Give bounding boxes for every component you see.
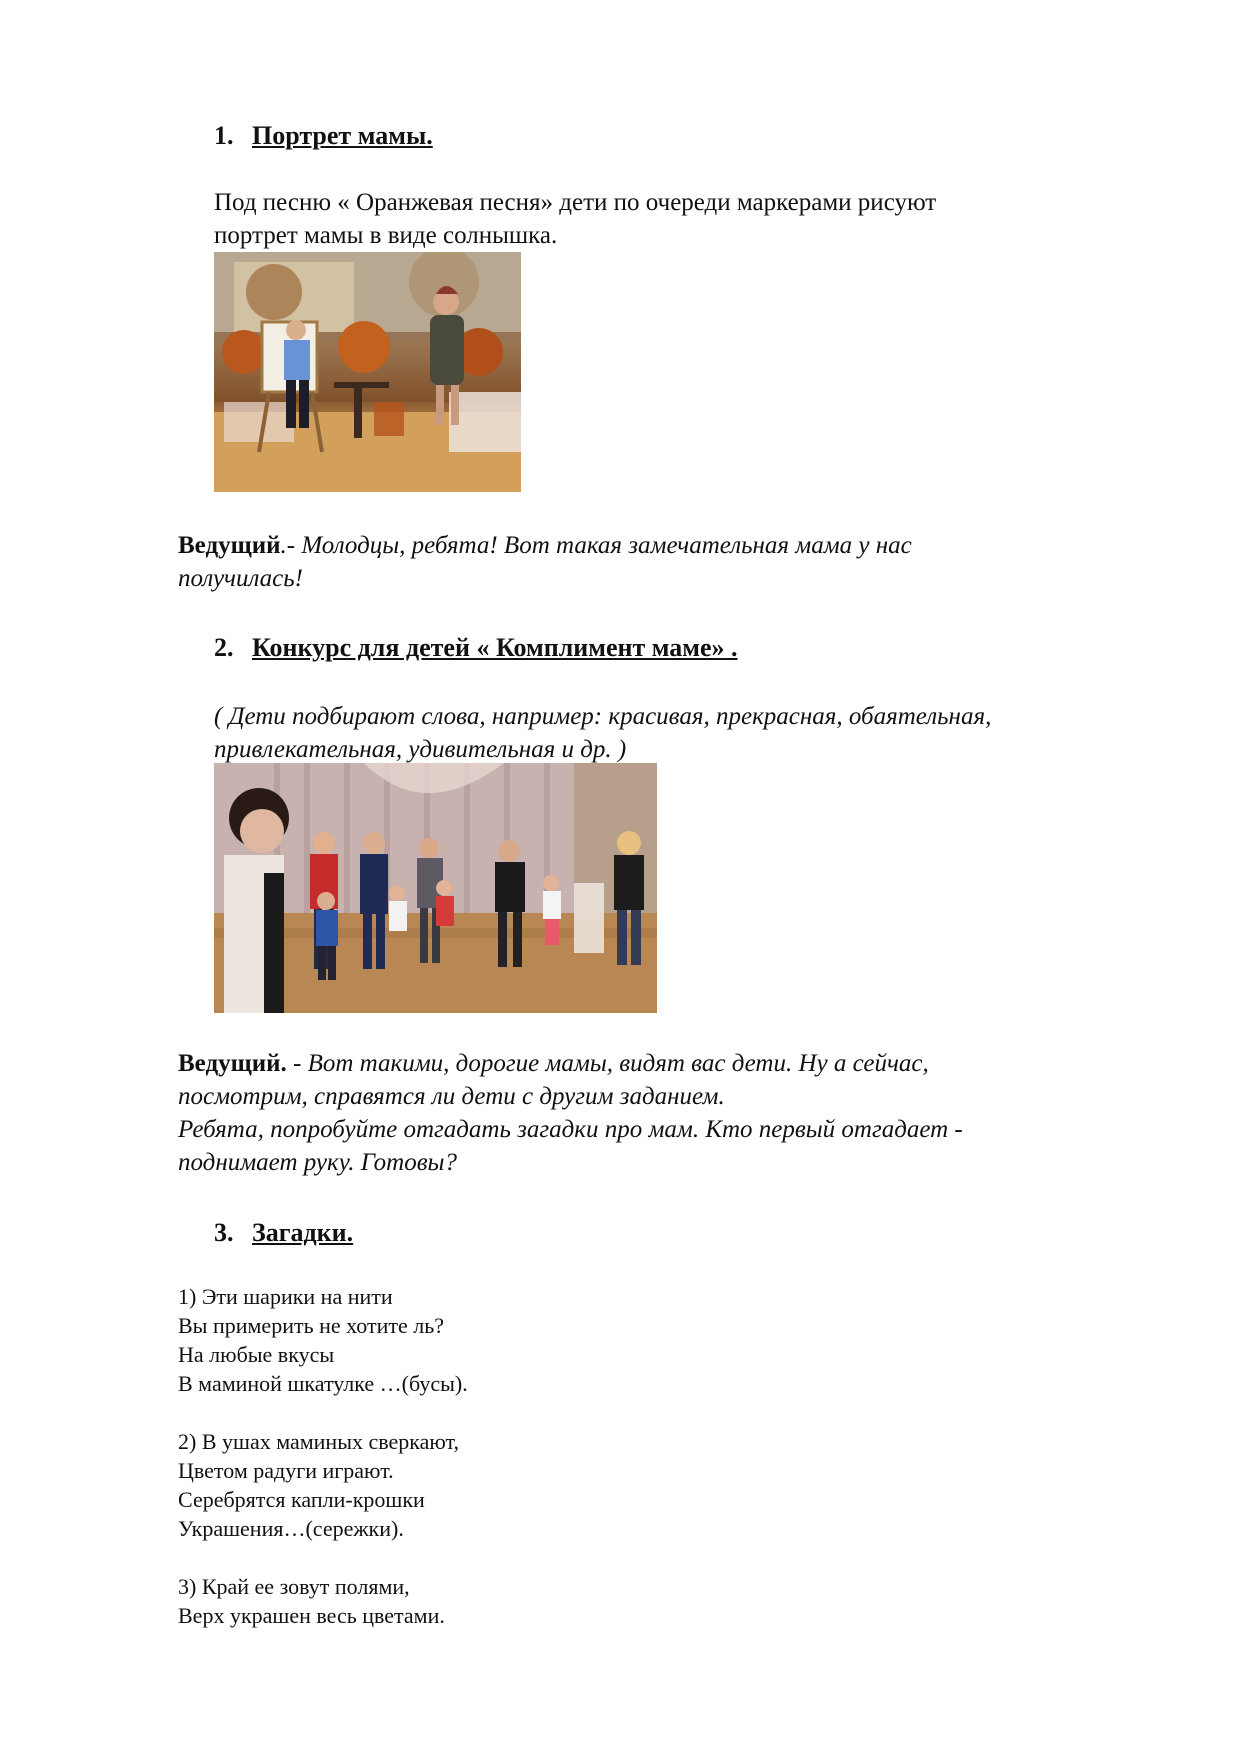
section-3-number: 3. xyxy=(214,1218,234,1247)
speaker-label: Ведущий xyxy=(178,532,281,559)
section-2-text-line: ( Дети подбирают слова, например: красивая, прекрасная, обаятельная, xyxy=(214,703,992,730)
host-remark-1 xyxy=(178,529,912,595)
riddle-2 xyxy=(178,1427,459,1543)
section-2-title: Конкурс для детей « Комплимент маме» . xyxy=(252,633,738,662)
riddle-line: Вы примерить не хотите ль? xyxy=(178,1313,445,1338)
riddle-line: Цветом радуги играют. xyxy=(178,1458,394,1483)
riddle-line: 3) Край ее зовут полями, xyxy=(178,1574,410,1599)
riddle-line: Украшения…(сережки). xyxy=(178,1516,404,1541)
section-1-text-line: портрет мамы в виде солнышка. xyxy=(214,222,558,249)
riddle-line: В маминой шкатулке …(бусы). xyxy=(178,1371,468,1396)
host-remark-line: .- Молодцы, ребята! Вот такая замечательная мама у нас xyxy=(280,532,912,559)
photo-mothers-and-children xyxy=(214,763,657,1013)
host-remark-line: получилась! xyxy=(178,565,303,592)
section-2-text-line: привлекательная, удивительная и др. ) xyxy=(214,736,627,763)
host-remark-2 xyxy=(178,1047,963,1179)
riddle-line: Верх украшен весь цветами. xyxy=(178,1603,445,1628)
riddle-line: Серебрятся капли-крошки xyxy=(178,1487,425,1512)
photo-child-drawing-illustration xyxy=(214,252,521,492)
section-1-title: Портрет мамы. xyxy=(252,121,433,150)
section-2-heading xyxy=(214,632,738,664)
section-1-number: 1. xyxy=(214,121,234,150)
section-2-number: 2. xyxy=(214,633,234,662)
host-remark-line: - Вот такими, дорогие мамы, видят вас дети. Ну а сейчас, xyxy=(286,1050,929,1077)
photo-mothers-and-children-illustration xyxy=(214,763,657,1013)
host-remark-line: посмотрим, справятся ли дети с другим заданием. xyxy=(178,1083,725,1110)
section-3-heading xyxy=(214,1217,353,1249)
riddle-1 xyxy=(178,1282,468,1398)
riddle-line: 2) В ушах маминых сверкают, xyxy=(178,1429,460,1454)
speaker-label: Ведущий. xyxy=(178,1050,287,1077)
section-2-text xyxy=(214,700,991,766)
riddle-line: 1) Эти шарики на нити xyxy=(178,1284,393,1309)
host-remark-line: Ребята, попробуйте отгадать загадки про мам. Кто первый отгадает - xyxy=(178,1116,963,1143)
section-1-heading xyxy=(214,120,433,152)
section-1-text xyxy=(214,186,936,252)
section-1-text-line: Под песню « Оранжевая песня» дети по очереди маркерами рисуют xyxy=(214,189,937,216)
photo-child-drawing xyxy=(214,252,521,492)
riddle-line: На любые вкусы xyxy=(178,1342,335,1367)
host-remark-line: поднимает руку. Готовы? xyxy=(178,1149,457,1176)
section-3-title: Загадки. xyxy=(252,1218,354,1247)
riddle-3 xyxy=(178,1572,445,1630)
